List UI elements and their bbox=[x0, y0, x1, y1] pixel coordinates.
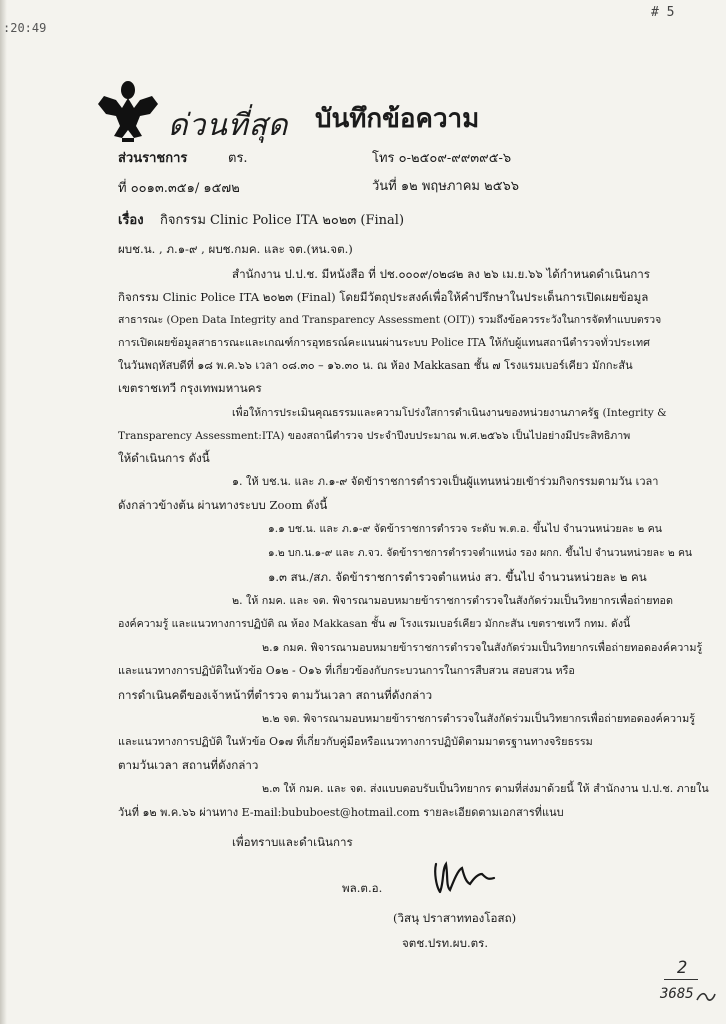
annotation-top: 2 bbox=[677, 958, 688, 978]
body-line: ๑. ให้ บช.น. และ ภ.๑-๙ จัดข้าราชการตำรวจเป็นผู้แทนหน่วยเข้าร่วมกิจกรรมตามวัน เวลา bbox=[232, 475, 659, 488]
body-line: และแนวทางการปฏิบัติ ในหัวข้อ O๑๗ ที่เกี่ยวกับคู่มือหรือแนวทางการปฏิบัติตามมาตรฐานทางจริยธรรม bbox=[118, 735, 593, 748]
signatory-name: (วิสนุ ปราสาททองโอสถ) bbox=[393, 911, 517, 925]
body-line: และแนวทางการปฏิบัติในหัวข้อ O๑๒ - O๑๖ ที่เกี่ยวข้องกับกระบวนการในการสืบสวน สอบสวน หรือ bbox=[118, 664, 575, 677]
memo-title: บันทึกข้อความ bbox=[315, 104, 480, 134]
body-line: วันที่ ๑๒ พ.ค.๖๖ ผ่านทาง E-mail:bububoest@hotmail.com รายละเอียดตามเอกสารที่แนบ bbox=[118, 806, 564, 819]
garuda-emblem-icon bbox=[96, 78, 160, 144]
signatory-position: จตช.ปรท.ผบ.ตร. bbox=[402, 936, 489, 950]
body-line: ตามวันเวลา สถานที่ดังกล่าว bbox=[118, 758, 259, 772]
recipients: ผบช.น. , ภ.๑-๙ , ผบช.กมค. และ จต.(หน.จต.) bbox=[118, 242, 353, 256]
body-line: ในวันพฤหัสบดีที่ ๑๘ พ.ค.๖๖ เวลา ๐๘.๓๐ – ๑๖.๓๐ น. ณ ห้อง Makkasan ชั้น ๗ โรงแรมเบอร์เคียว มักกะสัน bbox=[118, 359, 633, 372]
body-line: ๒.๓ ให้ กมค. และ จต. ส่งแบบตอบรับเป็นวิทยากร ตามที่ส่งมาด้วยนี้ ให้ สำนักงาน ป.ป.ช. ภายใน bbox=[262, 782, 709, 795]
body-line: ๑.๑ บช.น. และ ภ.๑-๙ จัดข้าราชการตำรวจ ระดับ พ.ต.อ. ขึ้นไป จำนวนหน่วยละ ๒ คน bbox=[268, 523, 662, 535]
annotation-rule bbox=[664, 979, 698, 980]
body-line: ๑.๒ บก.น.๑-๙ และ ภ.จว. จัดข้าราชการตำรวจตำแหน่ง รอง ผกก. ขึ้นไป จำนวนหน่วยละ ๒ คน bbox=[268, 547, 693, 559]
subject-text: กิจกรรม Clinic Police ITA ๒๐๒๓ (Final) bbox=[160, 213, 405, 228]
body-line: การเปิดเผยข้อมูลสาธารณะและเกณฑ์การอุทธรณ์คะแนนผ่านระบบ Police ITA ให้กับผู้แทนสถานีตำรวจทั่วประเทศ bbox=[118, 336, 650, 349]
body-line: ๑.๓ สน./สภ. จัดข้าราชการตำรวจตำแหน่ง สว. ขึ้นไป จำนวนหน่วยละ ๒ คน bbox=[268, 570, 647, 584]
closing-line: เพื่อทราบและดำเนินการ bbox=[232, 835, 353, 849]
body-line: สาธารณะ (Open Data Integrity and Transparency Assessment (OIT)) รวมถึงข้อควรระวังในการจัดทำแบบตรวจ bbox=[118, 314, 662, 326]
agency-label: ส่วนราชการ bbox=[118, 151, 188, 166]
body-line: ให้ดำเนินการ ดังนี้ bbox=[118, 451, 210, 465]
annotation-mark bbox=[695, 990, 717, 1004]
phone-number: โทร ๐-๒๕๐๙-๙๙๓๙๕-๖ bbox=[372, 151, 512, 166]
agency-value: ตร. bbox=[228, 151, 248, 166]
body-line: กิจกรรม Clinic Police ITA ๒๐๒๓ (Final) โดยมีวัตถุประสงค์เพื่อให้คำปรึกษาในประเด็นการเปิดเผยข้อมูล bbox=[118, 290, 649, 304]
page-marker: # 5 bbox=[651, 5, 675, 20]
body-line: ดังกล่าวข้างต้น ผ่านทางระบบ Zoom ดังนี้ bbox=[118, 498, 328, 512]
body-line: องค์ความรู้ และแนวทางการปฏิบัติ ณ ห้อง Makkasan ชั้น ๗ โรงแรมเบอร์เคียว มักกะสัน เขตราชเทวี กทม. ดังนี้ bbox=[118, 618, 631, 630]
reference-number: ที่ ๐๐๑๓.๓๕๑/ ๑๕๗๒ bbox=[118, 181, 240, 196]
memo-date: วันที่ ๑๒ พฤษภาคม ๒๕๖๖ bbox=[372, 179, 520, 194]
body-line: ๒.๒ จต. พิจารณามอบหมายข้าราชการตำรวจในสังกัดร่วมเป็นวิทยากรเพื่อถ่ายทอดองค์ความรู้ bbox=[262, 712, 696, 725]
body-line: สำนักงาน ป.ป.ช. มีหนังสือ ที่ ปช.๐๐๐๙/๐๒๘๒ ลง ๒๖ เม.ย.๖๖ ได้กำหนดดำเนินการ bbox=[232, 267, 651, 281]
subject-label: เรื่อง bbox=[118, 213, 144, 228]
signatory-rank: พล.ต.อ. bbox=[342, 881, 383, 895]
body-line: Transparency Assessment:ITA) ของสถานีตำรวจ ประจำปีงบประมาณ พ.ศ.๒๕๖๖ เป็นไปอย่างมีประสิทธิภาพ bbox=[118, 430, 631, 442]
body-line: ๒.๑ กมค. พิจารณามอบหมายข้าราชการตำรวจในสังกัดร่วมเป็นวิทยากรเพื่อถ่ายทอดองค์ความรู้ bbox=[262, 641, 703, 654]
annotation-bottom: 3685 bbox=[660, 986, 694, 1002]
body-line: การดำเนินคดีของเจ้าหน้าที่ตำรวจ ตามวันเวลา สถานที่ดังกล่าว bbox=[118, 688, 433, 702]
handwritten-signature bbox=[430, 852, 502, 896]
stamp-time: :20:49 bbox=[3, 21, 47, 35]
body-line: เพื่อให้การประเมินคุณธรรมและความโปร่งใสการดำเนินงานของหน่วยงานภาครัฐ (Integrity & bbox=[232, 407, 667, 419]
body-line: เขตราชเทวี กรุงเทพมหานคร bbox=[118, 381, 262, 395]
body-line: ๒. ให้ กมค. และ จต. พิจารณามอบหมายข้าราชการตำรวจในสังกัดร่วมเป็นวิทยากรเพื่อถ่ายทอด bbox=[232, 594, 674, 607]
classification-label: ด่วนที่สุด bbox=[168, 108, 289, 143]
scan-edge-shadow bbox=[0, 0, 7, 1024]
